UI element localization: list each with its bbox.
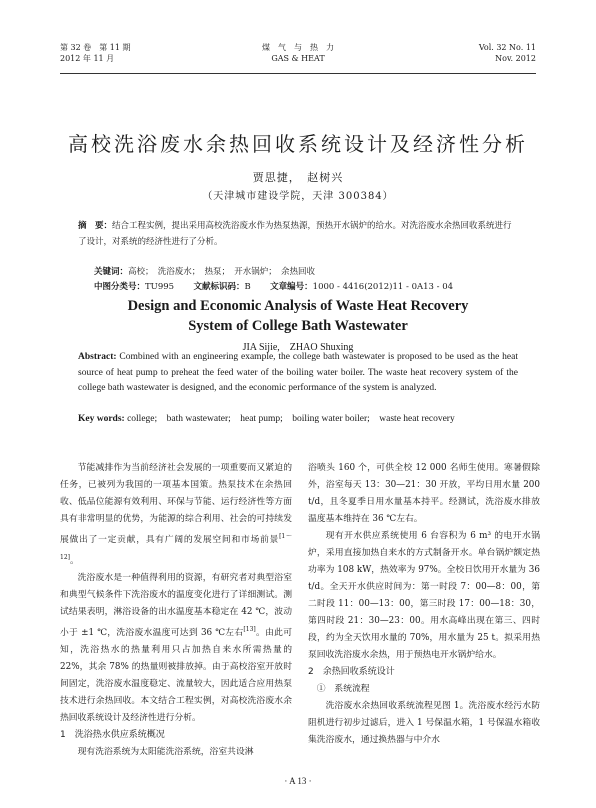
- en-title-line1: Design and Economic Analysis of Waste Heat Recovery: [127, 298, 469, 314]
- issue-date-text: 2012 年 11 月: [60, 54, 115, 63]
- journal-name-cn: 煤 气 与 热 力: [262, 43, 334, 52]
- en-title-line2: System of College Bath Wastewater: [188, 318, 408, 334]
- section-heading: 2 余热回收系统设计: [308, 667, 395, 677]
- cn-authors: 贾思捷， 赵树兴: [252, 171, 344, 184]
- date-en-text: Nov. 2012: [495, 54, 536, 63]
- article-no-label: 文章编号：: [270, 282, 313, 292]
- clc-label: 中图分类号：: [94, 282, 146, 292]
- page-number: · A 13 ·: [284, 776, 312, 786]
- journal-volume-en: [479, 42, 536, 64]
- subsection-heading: ① 系统流程: [316, 684, 370, 694]
- cn-keywords-label: 关键词：: [94, 267, 129, 277]
- body-column-right: [308, 460, 540, 749]
- paragraph-text: 洗浴废水是一种值得利用的资源，有研究者对典型浴室和典型气候条件下洗浴废水的温度变化进行了详细测试。测试结果表明，淋浴设备的出水温度基本稳定在 42 ℃，波动小于 ±1 ℃，洗浴废水温度可达到 36 ℃左右: [60, 572, 292, 638]
- citation: [1～12]: [60, 533, 292, 561]
- cn-abstract: [78, 218, 518, 250]
- header-rule: [60, 73, 536, 74]
- citation: [13]: [243, 625, 256, 633]
- en-keywords-label: Key words:: [78, 414, 125, 424]
- cn-abstract-text: 结合工程实例，提出采用高校洗浴废水作为热泵热源，预热开水锅炉的给水。对洗浴废水余热回收系统进行了设计，对系统的经济性进行了分析。: [78, 221, 512, 247]
- running-header: [60, 42, 536, 72]
- en-title: [0, 296, 596, 336]
- paragraph-text: 。由此可知，洗浴热水的热量利用只占加热自来水所需热量的 22%，其余 78% 的热量则被排放掉。由于高校浴室开放时间固定，洗浴废水温度稳定、流量较大，因此适合应用热泵技术进行余热回收。本文结合工程实例，对高校洗浴废水余热回收系统设计及经济性进行分析。: [60, 627, 292, 723]
- paragraph-text: 节能减排作为当前经济社会发展的一项重要而又紧迫的任务，已被列为我国的一项基本国策。热泵技术在余热回收、低品位能源有效利用、环保与节能、运行经济性等方面具有非常明显的优势，为能源的综合利用、社会的可持续发展做出了一定贡献，具有广阔的发展空间和市场前景: [60, 463, 292, 545]
- en-keywords-text: college; bath wastewater; heat pump; boiling water boiler; waste heat recovery: [127, 414, 455, 424]
- en-keywords: [78, 412, 518, 428]
- article-no-value: 1000 - 4416(2012)11 - 0A13 - 04: [312, 282, 454, 292]
- cn-classification-row: [94, 280, 536, 295]
- body-paragraph: [60, 570, 292, 727]
- en-abstract: [78, 350, 518, 397]
- cn-meta: [94, 265, 536, 295]
- cn-title: 高校洗浴废水余热回收系统设计及经济性分析: [68, 132, 528, 156]
- en-abstract-label: Abstract:: [78, 352, 117, 362]
- en-abstract-text: Combined with an engineering example, the college bath wastewater is proposed to be used as the heat source of heat pump to preheat the feed water of the boiling water boiler. The waste heat recovery system of the college bath wastewater is designed, and the economic performance of the system is analyzed.: [78, 352, 518, 393]
- doc-code-label: 文献标识码：: [193, 282, 245, 292]
- body-paragraph: 洗浴废水余热回收系统流程见图 1。洗浴废水经污水防阻机进行初步过滤后，进入 1 号保温水箱，1 号保温水箱收集洗浴废水，通过换热器与中介水: [308, 701, 540, 745]
- en-authors: JIA Sijie, ZHAO Shuxing: [242, 342, 354, 353]
- cn-keywords: 高校； 洗浴废水； 热泵； 开水锅炉； 余热回收: [128, 267, 316, 277]
- clc-value: TU995: [145, 282, 175, 292]
- cn-keywords-row: [94, 265, 536, 280]
- cn-affiliation: （天津城市建设学院，天津 300384）: [202, 191, 394, 202]
- volume-en-text: Vol. 32 No. 11: [478, 43, 536, 52]
- body-paragraph: 现有开水供应系统使用 6 台容积为 6 m³ 的电开水锅炉，采用直接加热自来水的方式制备开水。单台锅炉额定热功率为 108 kW，热效率为 97%。全校日饮用开水量为 36 t/d。全天开水供应时间为：第一时段 7：00—8：00，第二时段 11：00—13：00，第三时段 17：00—18：30，第四时段 21：30—23：00。用水高峰出现在第三、四时段，约为全天饮用水量的 70%，用水量为 25 t。拟采用热泵回收洗浴废水余热，用于预热电开水锅炉给水。: [308, 531, 540, 660]
- volume-issue-text: 第 32 卷 第 11 期: [60, 43, 131, 52]
- paragraph-text: 。: [69, 555, 79, 566]
- cn-abstract-label: 摘 要：: [78, 221, 113, 231]
- body-paragraph-continued: 浴喷头 160 个，可供全校 12 000 名师生使用。寒暑假除外，浴室每天 13：30—21：30 开放，平均日用水量 200 t/d，且冬夏季日用水量基本持平。经测试，洗浴废水排放温度基本维持在 36 ℃左右。: [308, 463, 540, 524]
- body-paragraph: [60, 460, 292, 570]
- doc-code-value: B: [244, 282, 251, 292]
- journal-name-en: GAS & HEAT: [271, 54, 325, 63]
- body-column-left: [60, 460, 292, 761]
- body-paragraph: 现有洗浴系统为太阳能洗浴系统，浴室共设淋: [77, 746, 254, 757]
- section-heading: 1 洗浴热水供应系统概况: [60, 729, 165, 740]
- journal-name: [60, 42, 536, 64]
